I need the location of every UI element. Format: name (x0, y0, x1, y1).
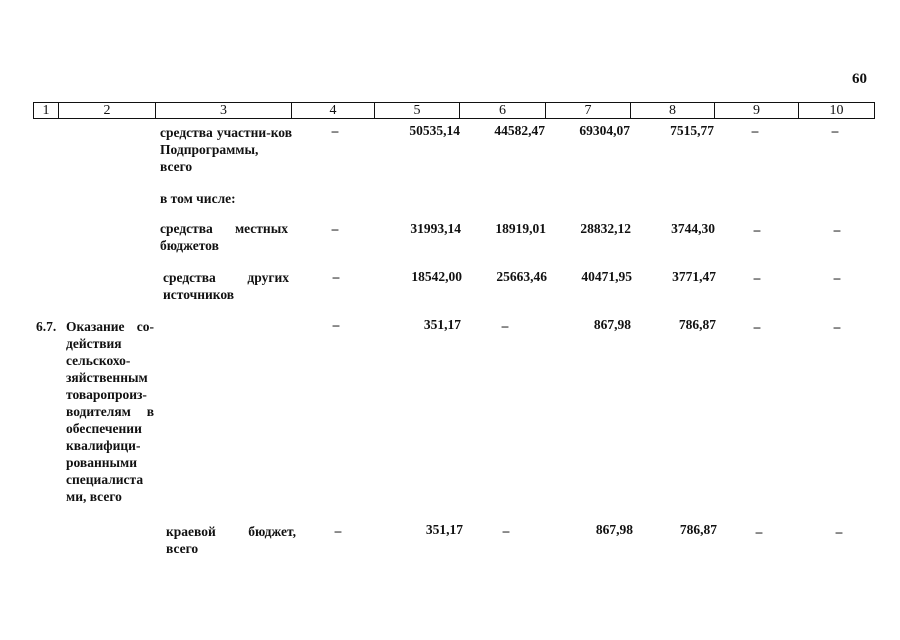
header-col-7: 7 (545, 102, 631, 119)
row-4-col-4: – (332, 269, 340, 284)
row-4-col-7: 40471,95 (581, 269, 632, 284)
row-1-col-10: – (831, 123, 839, 138)
row-1-col-8: 7515,77 (670, 123, 714, 138)
header-col-1: 1 (33, 102, 59, 119)
row-6-col-7: 867,98 (595, 522, 633, 537)
row-1-col-7: 69304,07 (579, 123, 630, 138)
row-6-col-4: – (334, 523, 342, 538)
row-3-col-8: 3744,30 (671, 221, 715, 236)
row-3-col-5: 31993,14 (410, 221, 461, 236)
row-5-col-4: – (332, 317, 340, 332)
header-col-5: 5 (374, 102, 460, 119)
row-4-col-10: – (833, 270, 841, 285)
row-1-col-6: 44582,47 (494, 123, 545, 138)
row-6-col-6: – (502, 523, 510, 538)
row-5-col-8: 786,87 (678, 317, 716, 332)
row-6-col-5: 351,17 (425, 522, 463, 537)
row-1-col-5: 50535,14 (409, 123, 460, 138)
row-4-col-8: 3771,47 (672, 269, 716, 284)
header-col-3: 3 (155, 102, 292, 119)
header-col-10: 10 (798, 102, 875, 119)
row-6-col-9: – (755, 524, 763, 539)
row-3-col-4: – (331, 221, 339, 236)
row-1-description: средства участни-ков Подпрограммы, всего (160, 125, 292, 174)
row-4-col-9: – (753, 270, 761, 285)
row-4-description: средства других источников (163, 270, 289, 302)
row-4-col-6: 25663,46 (496, 269, 547, 284)
row-5-col-9: – (753, 319, 761, 334)
table-header (33, 102, 875, 119)
row-3-description: средства местных бюджетов (160, 221, 288, 253)
header-col-9: 9 (714, 102, 799, 119)
row-5-name: Оказание со-действия сельскохо-зяйственным товаропроиз-водителям в обеспечении квалифици-рованными специалиста ми, всего (66, 319, 154, 504)
row-5-col-7: 867,98 (593, 317, 631, 332)
row-1-col-4: – (331, 123, 339, 138)
row-1-col-9: – (751, 123, 759, 138)
page-number: 60 (852, 71, 867, 87)
row-5-code: 6.7. (36, 319, 57, 334)
header-col-4: 4 (291, 102, 375, 119)
row-4-col-5: 18542,00 (411, 269, 462, 284)
row-3-col-7: 28832,12 (580, 221, 631, 236)
row-3-col-10: – (833, 222, 841, 237)
row-6-description: краевой бюджет, всего (166, 524, 296, 556)
row-3-col-9: – (753, 222, 761, 237)
row-5-col-6: – (501, 318, 509, 333)
header-col-6: 6 (459, 102, 546, 119)
row-5-col-5: 351,17 (423, 317, 461, 332)
header-col-2: 2 (58, 102, 156, 119)
row-5-col-10: – (833, 319, 841, 334)
row-6-col-8: 786,87 (679, 522, 717, 537)
header-col-8: 8 (630, 102, 715, 119)
row-3-col-6: 18919,01 (495, 221, 546, 236)
row-2-description: в том числе: (160, 191, 236, 206)
row-6-col-10: – (835, 524, 843, 539)
